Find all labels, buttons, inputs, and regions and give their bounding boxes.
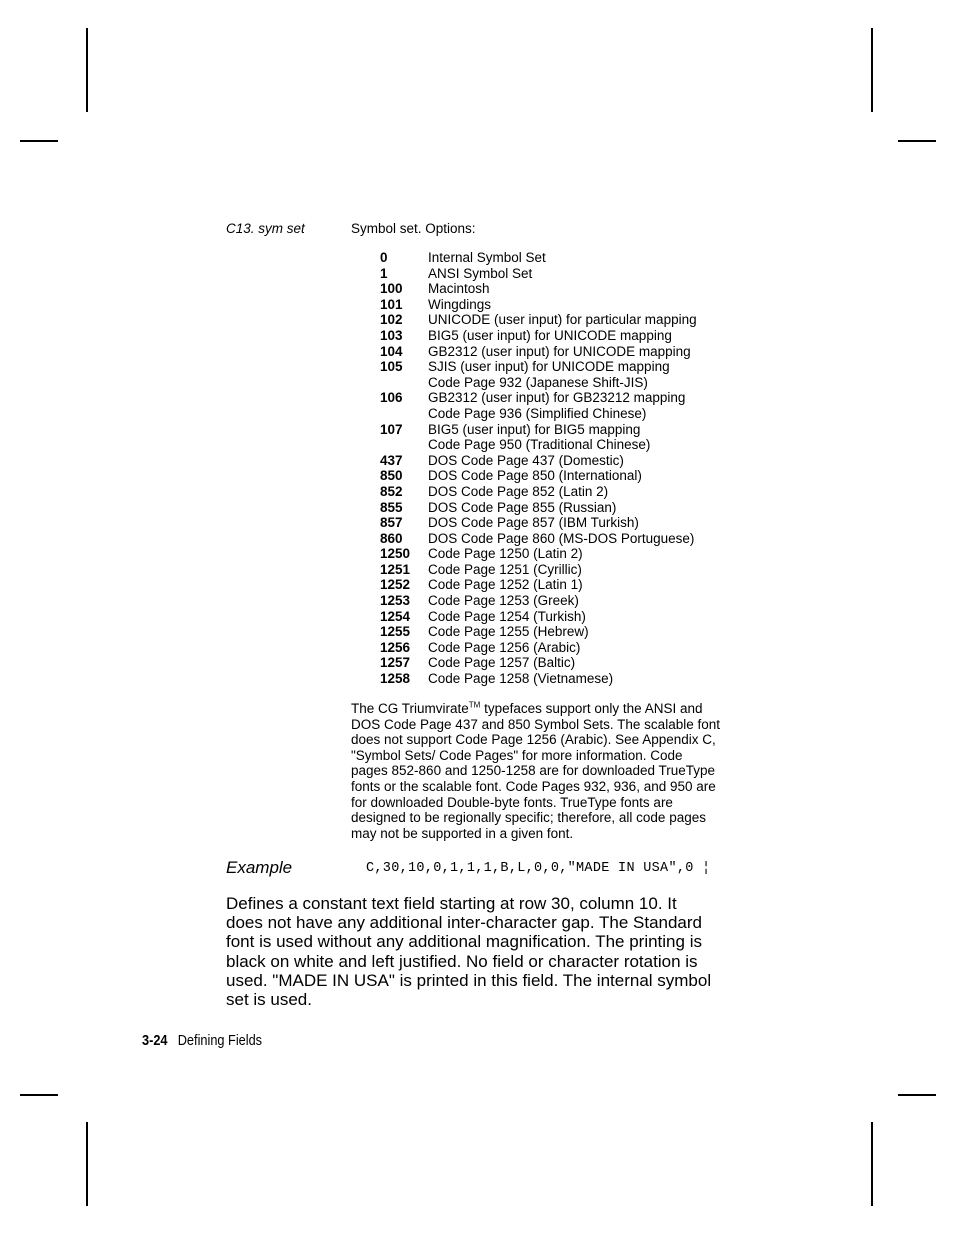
option-row bbox=[380, 406, 697, 422]
option-row bbox=[380, 297, 697, 313]
symbol-set-options-list bbox=[380, 250, 697, 687]
option-row bbox=[380, 500, 697, 516]
page-footer bbox=[142, 1032, 262, 1049]
crop-mark-top-left-vertical bbox=[86, 28, 88, 112]
option-description: BIG5 (user input) for UNICODE mapping bbox=[428, 327, 672, 343]
summary-line: font is used without any additional magnification. The printing is bbox=[226, 932, 702, 952]
option-code: 855 bbox=[380, 499, 403, 515]
option-row bbox=[380, 593, 697, 609]
option-row bbox=[380, 484, 697, 500]
option-code: 850 bbox=[380, 468, 403, 484]
option-code: 1254 bbox=[380, 608, 411, 624]
summary-line: does not have any additional inter-character gap. The Standard bbox=[226, 913, 702, 933]
summary-line: black on white and left justified. No field or character rotation is bbox=[226, 951, 698, 971]
crop-mark-top-right-horizontal bbox=[898, 140, 936, 142]
note-line: fonts or the scalable font. Code Pages 932, 936, and 950 are bbox=[351, 778, 716, 794]
option-code: 1253 bbox=[380, 593, 411, 609]
note-line: "Symbol Sets/ Code Pages" for more information. Code bbox=[351, 747, 683, 763]
option-description: Internal Symbol Set bbox=[428, 250, 546, 265]
option-code: 101 bbox=[380, 296, 403, 312]
option-row bbox=[380, 312, 697, 328]
option-description: GB2312 (user input) for UNICODE mapping bbox=[428, 343, 691, 359]
option-code: 107 bbox=[380, 421, 403, 437]
note-line bbox=[351, 701, 791, 717]
option-row bbox=[380, 422, 697, 438]
option-description: DOS Code Page 855 (Russian) bbox=[428, 499, 617, 515]
option-code: 1257 bbox=[380, 655, 411, 671]
option-code: 1256 bbox=[380, 639, 411, 655]
option-code: 860 bbox=[380, 530, 403, 546]
option-code: 852 bbox=[380, 483, 403, 499]
option-row bbox=[380, 453, 697, 469]
section-title: Defining Fields bbox=[177, 1032, 263, 1049]
option-description: DOS Code Page 437 (Domestic) bbox=[428, 452, 624, 468]
option-row bbox=[380, 250, 697, 266]
option-code: 1250 bbox=[380, 546, 411, 562]
option-description: Code Page 1253 (Greek) bbox=[428, 593, 579, 609]
note-text: The CG Triumvirate bbox=[351, 701, 469, 716]
option-row bbox=[380, 515, 697, 531]
option-code: 857 bbox=[380, 515, 403, 531]
option-code: 1252 bbox=[380, 577, 411, 593]
option-code bbox=[380, 437, 428, 453]
crop-mark-bottom-left-horizontal bbox=[20, 1094, 58, 1096]
parameter-label: C13. sym set bbox=[226, 221, 305, 236]
option-description: Code Page 1251 (Cyrillic) bbox=[428, 561, 582, 577]
page-number: 3-24 bbox=[142, 1032, 168, 1049]
option-code: 0 bbox=[380, 250, 388, 265]
option-description: GB2312 (user input) for GB23212 mapping bbox=[428, 390, 686, 406]
option-row bbox=[380, 468, 697, 484]
option-row bbox=[380, 531, 697, 547]
option-row bbox=[380, 266, 697, 282]
option-description: Code Page 936 (Simplified Chinese) bbox=[428, 405, 647, 421]
option-code bbox=[380, 406, 428, 422]
summary-line: set is used. bbox=[226, 990, 312, 1010]
option-code: 103 bbox=[380, 327, 403, 343]
option-row bbox=[380, 390, 697, 406]
option-description: DOS Code Page 860 (MS-DOS Portuguese) bbox=[428, 530, 695, 546]
option-code: 104 bbox=[380, 343, 403, 359]
note-line: does not support Code Page 1256 (Arabic). See Appendix C, bbox=[351, 732, 716, 748]
option-row bbox=[380, 328, 697, 344]
option-row bbox=[380, 624, 697, 640]
option-code: 1 bbox=[380, 265, 388, 281]
option-description: Code Page 1255 (Hebrew) bbox=[428, 624, 589, 640]
example-explanation bbox=[226, 894, 796, 1009]
option-row bbox=[380, 375, 697, 391]
summary-line: Defines a constant text field starting at row 30, column 10. It bbox=[226, 894, 677, 913]
option-row bbox=[380, 281, 697, 297]
option-description: Wingdings bbox=[428, 296, 492, 312]
note-line: designed to be regionally specific; therefore, all code pages bbox=[351, 810, 706, 826]
option-row bbox=[380, 609, 697, 625]
option-description: UNICODE (user input) for particular mapping bbox=[428, 312, 697, 328]
option-description: Code Page 950 (Traditional Chinese) bbox=[428, 437, 651, 453]
crop-mark-bottom-right-horizontal bbox=[898, 1094, 936, 1096]
option-code: 437 bbox=[380, 452, 403, 468]
note-text: typefaces support only the ANSI and bbox=[480, 701, 703, 716]
option-description: BIG5 (user input) for BIG5 mapping bbox=[428, 421, 641, 437]
option-description: DOS Code Page 857 (IBM Turkish) bbox=[428, 515, 639, 531]
note-line: pages 852-860 and 1250-1258 are for downloaded TrueType bbox=[351, 763, 716, 779]
option-description: Code Page 932 (Japanese Shift-JIS) bbox=[428, 374, 648, 390]
option-row bbox=[380, 671, 697, 687]
option-row bbox=[380, 562, 697, 578]
option-description: Code Page 1252 (Latin 1) bbox=[428, 577, 583, 593]
option-description: Code Page 1258 (Vietnamese) bbox=[428, 671, 614, 687]
crop-mark-bottom-right-vertical bbox=[871, 1122, 873, 1206]
option-code: 1258 bbox=[380, 671, 411, 687]
option-code: 102 bbox=[380, 312, 403, 328]
note-line: for downloaded Double-byte fonts. TrueType fonts are bbox=[351, 794, 673, 810]
option-code: 1251 bbox=[380, 561, 411, 577]
option-description: ANSI Symbol Set bbox=[428, 265, 533, 281]
option-row bbox=[380, 577, 697, 593]
note-line: may not be supported in a given font. bbox=[351, 825, 574, 841]
option-description: Code Page 1254 (Turkish) bbox=[428, 608, 586, 624]
option-row bbox=[380, 546, 697, 562]
option-description: SJIS (user input) for UNICODE mapping bbox=[428, 359, 670, 375]
font-support-note bbox=[351, 701, 791, 841]
option-description: Code Page 1256 (Arabic) bbox=[428, 639, 581, 655]
option-code: 100 bbox=[380, 281, 403, 297]
note-line: DOS Code Page 437 and 850 Symbol Sets. The scalable font bbox=[351, 716, 720, 732]
option-code: 106 bbox=[380, 390, 403, 406]
option-description: Macintosh bbox=[428, 281, 490, 297]
summary-line: used. "MADE IN USA" is printed in this field. The internal symbol bbox=[226, 970, 712, 990]
crop-mark-bottom-left-vertical bbox=[86, 1122, 88, 1206]
option-row bbox=[380, 640, 697, 656]
trademark-mark: TM bbox=[468, 700, 481, 710]
option-code: 105 bbox=[380, 359, 403, 375]
option-description: Code Page 1250 (Latin 2) bbox=[428, 546, 583, 562]
option-code: 1255 bbox=[380, 624, 411, 640]
example-label: Example bbox=[226, 858, 293, 877]
option-row bbox=[380, 437, 697, 453]
option-code bbox=[380, 375, 428, 391]
option-row bbox=[380, 655, 697, 671]
option-row bbox=[380, 344, 697, 360]
option-description: DOS Code Page 852 (Latin 2) bbox=[428, 483, 609, 499]
example-code: C,30,10,0,1,1,1,B,L,0,0,"MADE IN USA",0 ¦ bbox=[366, 861, 711, 876]
option-description: DOS Code Page 850 (International) bbox=[428, 468, 642, 484]
option-description: Code Page 1257 (Baltic) bbox=[428, 655, 576, 671]
parameter-description: Symbol set. Options: bbox=[351, 221, 476, 236]
crop-mark-top-left-horizontal bbox=[20, 140, 58, 142]
crop-mark-top-right-vertical bbox=[871, 28, 873, 112]
option-row bbox=[380, 359, 697, 375]
